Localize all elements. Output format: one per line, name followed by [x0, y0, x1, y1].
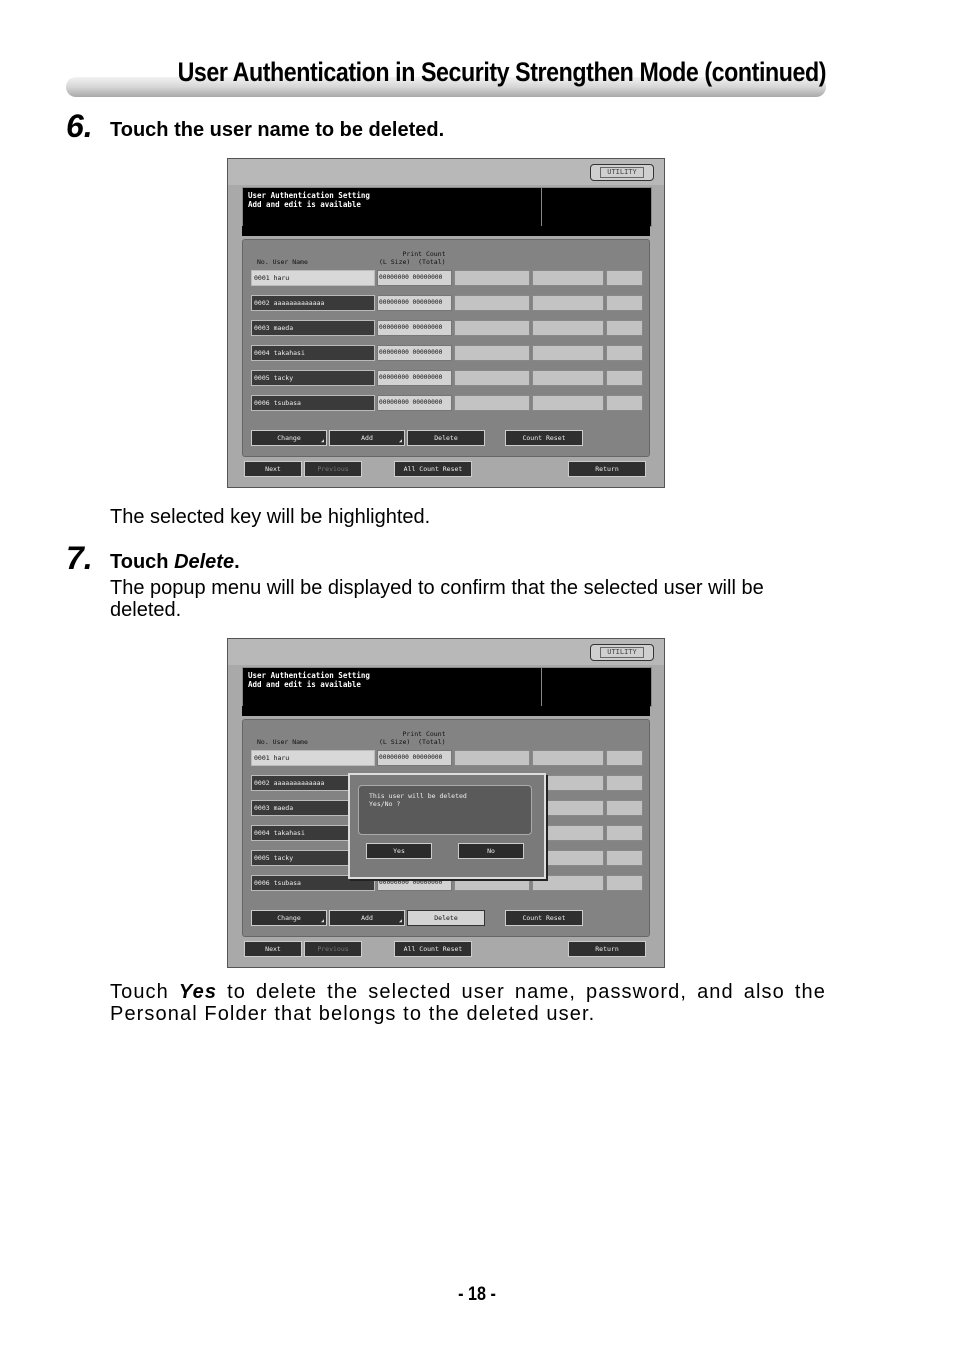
- step-6-note: The selected key will be highlighted.: [110, 506, 431, 528]
- previous-button[interactable]: Previous: [304, 461, 362, 477]
- empty-cell: [606, 270, 643, 286]
- delete-button[interactable]: Delete: [407, 910, 485, 926]
- empty-cell: [606, 345, 643, 361]
- section-title-bar: [66, 55, 826, 99]
- next-button[interactable]: Next: [244, 461, 302, 477]
- add-button[interactable]: Add ◢: [329, 910, 405, 926]
- print-count: 00000000 00000000: [377, 270, 452, 286]
- print-count: 00000000 00000000: [377, 750, 452, 766]
- empty-cell: [606, 850, 643, 866]
- step-7-note: Touch Yes to delete the selected user name, password, and also the Personal Folder that belongs to the deleted user.: [110, 981, 826, 1025]
- empty-cell: [454, 370, 530, 386]
- screen-header: [242, 667, 652, 707]
- user-name-key[interactable]: 0001 haru: [251, 750, 375, 766]
- screen-header-text: User Authentication Setting Add and edit is available: [248, 191, 370, 209]
- screen-subheader: [242, 706, 650, 716]
- empty-cell: [606, 775, 643, 791]
- utility-button[interactable]: UTILITY: [590, 644, 654, 661]
- user-name-key[interactable]: 0002 aaaaaaaaaaaaa: [251, 295, 375, 311]
- user-name-key[interactable]: 0006 tsubasa: [251, 395, 375, 411]
- print-count: 00000000 00000000: [377, 345, 452, 361]
- user-name-key[interactable]: 0003 maeda: [251, 320, 375, 336]
- all-count-reset-button[interactable]: All Count Reset: [394, 941, 472, 957]
- change-button[interactable]: Change ◢: [251, 430, 327, 446]
- empty-cell: [606, 875, 643, 891]
- empty-cell: [454, 345, 530, 361]
- screenshot-delete-confirm: [227, 638, 665, 968]
- column-header-count: Print Count (L Size) (Total): [379, 730, 446, 746]
- user-name-key[interactable]: 0004 takahasi: [251, 825, 375, 841]
- step-7-number: 7.: [66, 540, 93, 576]
- user-row[interactable]: [251, 395, 643, 411]
- user-name-key[interactable]: 0005 tacky: [251, 370, 375, 386]
- delete-confirm-dialog: [348, 773, 546, 879]
- empty-cell: [606, 295, 643, 311]
- print-count: 00000000 00000000: [377, 295, 452, 311]
- user-name-key[interactable]: 0001 haru: [251, 270, 375, 286]
- empty-cell: [606, 395, 643, 411]
- screen-subheader: [242, 226, 650, 236]
- empty-cell: [606, 825, 643, 841]
- all-count-reset-button[interactable]: All Count Reset: [394, 461, 472, 477]
- print-count: 00000000 00000000: [377, 320, 452, 336]
- empty-cell: [606, 800, 643, 816]
- user-row[interactable]: [251, 320, 643, 336]
- utility-button[interactable]: UTILITY: [590, 164, 654, 181]
- column-header-name: No. User Name: [257, 738, 308, 746]
- header-divider: [541, 188, 542, 226]
- print-count: 00000000 00000000: [377, 875, 452, 891]
- user-row[interactable]: [251, 345, 643, 361]
- screen-header-text: User Authentication Setting Add and edit is available: [248, 671, 370, 689]
- user-row[interactable]: [251, 370, 643, 386]
- return-button[interactable]: Return: [568, 461, 646, 477]
- header-divider: [541, 668, 542, 706]
- previous-button[interactable]: Previous: [304, 941, 362, 957]
- print-count: 00000000 00000000: [377, 395, 452, 411]
- empty-cell: [532, 345, 604, 361]
- user-row[interactable]: [251, 750, 643, 766]
- empty-cell: [454, 295, 530, 311]
- next-button[interactable]: Next: [244, 941, 302, 957]
- empty-cell: [606, 750, 643, 766]
- empty-cell: [454, 395, 530, 411]
- empty-cell: [532, 320, 604, 336]
- step-7-title: Touch Delete.: [110, 551, 240, 573]
- empty-cell: [454, 750, 530, 766]
- yes-button[interactable]: Yes: [366, 843, 432, 859]
- step-6-title: Touch the user name to be deleted.: [110, 119, 445, 141]
- empty-cell: [454, 320, 530, 336]
- print-count: 00000000 00000000: [377, 370, 452, 386]
- column-header-count: Print Count (L Size) (Total): [379, 250, 446, 266]
- count-reset-button[interactable]: Count Reset: [505, 910, 583, 926]
- user-name-key[interactable]: 0004 takahasi: [251, 345, 375, 361]
- user-row[interactable]: [251, 295, 643, 311]
- page-number: - 18 -: [458, 1284, 496, 1305]
- dialog-message: This user will be deleted Yes/No ?: [358, 785, 532, 835]
- user-name-key[interactable]: 0005 tacky: [251, 850, 375, 866]
- user-name-key[interactable]: 0006 tsubasa: [251, 875, 375, 891]
- screen-header: [242, 187, 652, 227]
- user-list-panel: [242, 239, 650, 457]
- user-name-key[interactable]: 0003 maeda: [251, 800, 375, 816]
- page-title: User Authentication in Security Strengthen Mode (continued): [177, 57, 826, 87]
- no-button[interactable]: No: [458, 843, 524, 859]
- change-button[interactable]: Change ◢: [251, 910, 327, 926]
- empty-cell: [606, 320, 643, 336]
- return-button[interactable]: Return: [568, 941, 646, 957]
- empty-cell: [606, 370, 643, 386]
- empty-cell: [532, 370, 604, 386]
- delete-button[interactable]: Delete: [407, 430, 485, 446]
- user-name-key[interactable]: 0002 aaaaaaaaaaaaa: [251, 775, 375, 791]
- step-6-number: 6.: [66, 108, 93, 144]
- empty-cell: [454, 270, 530, 286]
- column-header-name: No. User Name: [257, 258, 308, 266]
- empty-cell: [532, 750, 604, 766]
- empty-cell: [532, 270, 604, 286]
- empty-cell: [532, 295, 604, 311]
- step-7-description: The popup menu will be displayed to confirm that the selected user will be deleted.: [110, 577, 764, 621]
- count-reset-button[interactable]: Count Reset: [505, 430, 583, 446]
- add-button[interactable]: Add ◢: [329, 430, 405, 446]
- user-row[interactable]: [251, 270, 643, 286]
- screenshot-user-list: [227, 158, 665, 488]
- empty-cell: [532, 395, 604, 411]
